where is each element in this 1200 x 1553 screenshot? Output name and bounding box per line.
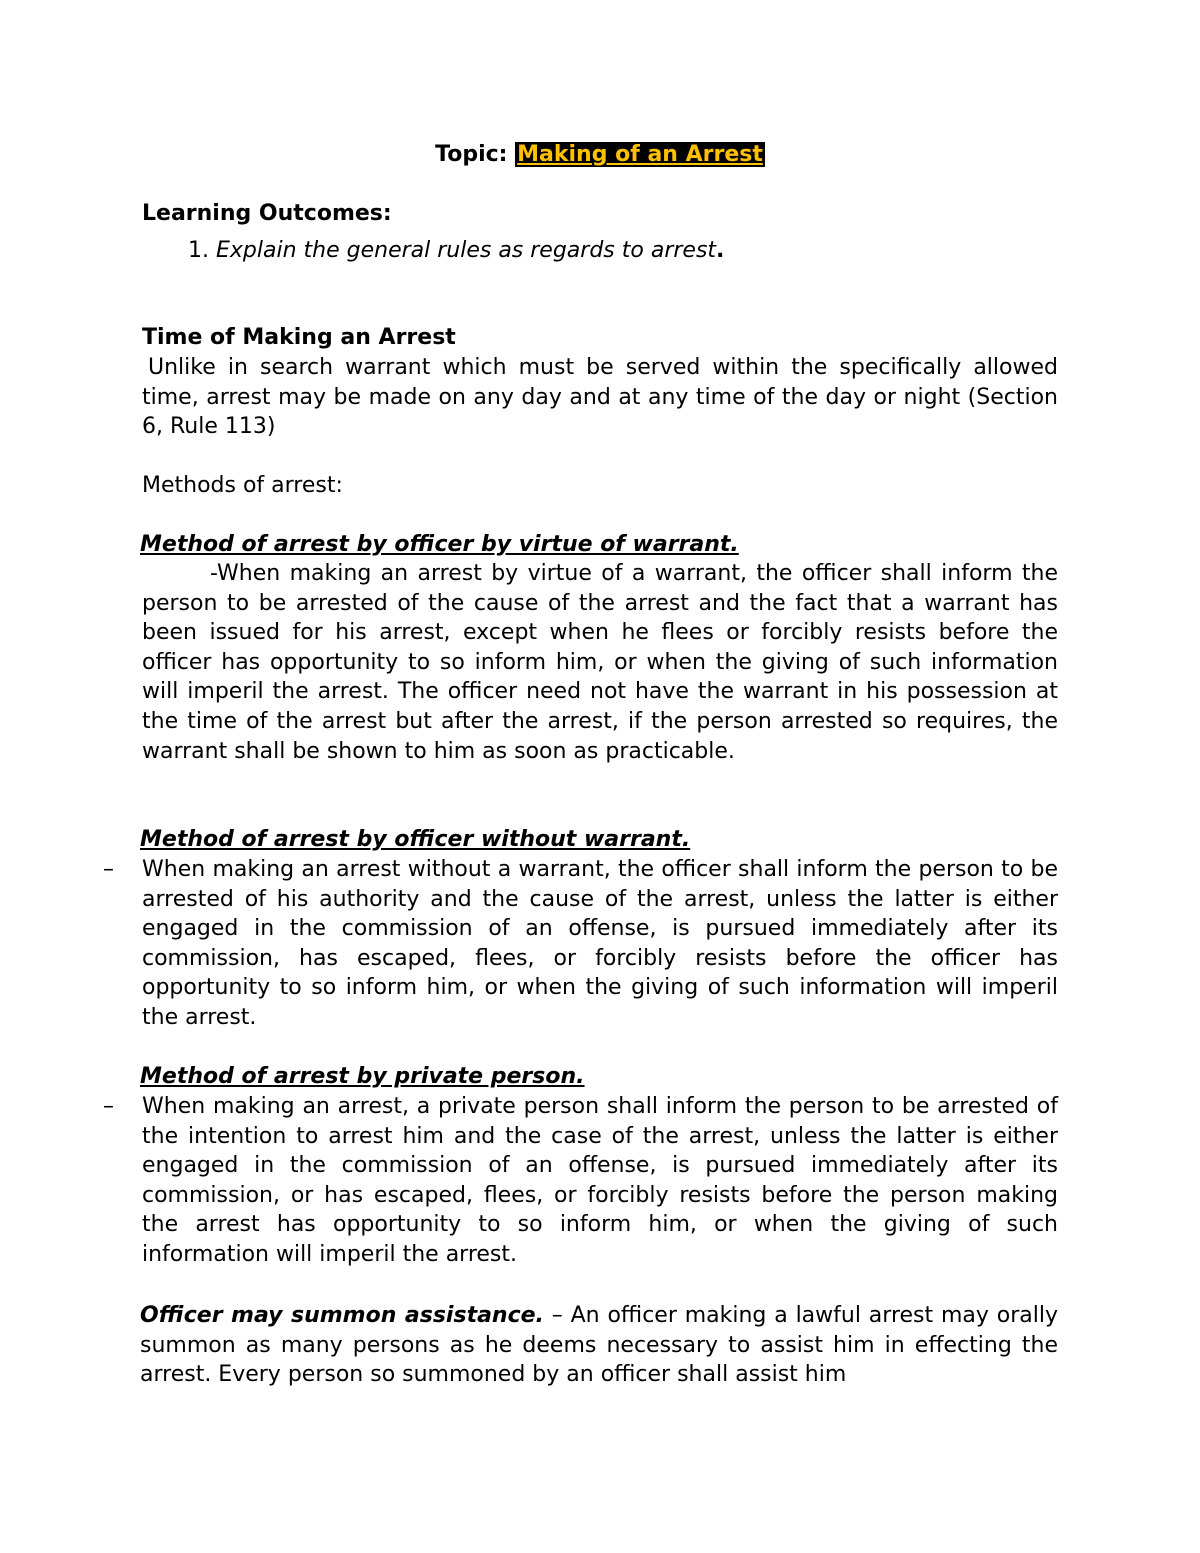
- dash-bullet: –: [103, 1094, 114, 1119]
- time-section-heading: Time of Making an Arrest: [142, 325, 456, 350]
- topic-label: Topic:: [435, 142, 508, 167]
- summon-assistance-separator: –: [543, 1303, 571, 1328]
- topic-title: Making of an Arrest: [517, 142, 763, 167]
- learning-outcome-text: Explain the general rules as regards to arrest: [216, 238, 717, 263]
- summon-assistance-heading: Officer may summon assistance.: [140, 1303, 544, 1328]
- learning-outcome-number: 1.: [188, 238, 209, 263]
- summon-assistance-body: An officer making a lawful arrest may orally summon as many persons as he deems necessary to assist him in effecting the arrest. Every person so summoned by an officer shall assist him: [140, 1303, 1058, 1388]
- methods-intro: Methods of arrest:: [142, 473, 343, 498]
- method-private-heading: Method of arrest by private person.: [140, 1064, 585, 1089]
- summon-assistance-paragraph: [140, 1301, 1058, 1390]
- learning-outcomes-heading: Learning Outcomes:: [142, 201, 392, 226]
- dash-bullet: –: [103, 857, 114, 882]
- method-without-warrant-heading: Method of arrest by officer without warrant.: [140, 827, 691, 852]
- method-warrant-body: -When making an arrest by virtue of a warrant, the officer shall inform the person to be arrested of the cause of the arrest and the fact that a warrant has been issued for his arrest, except when he flees or forcibly resists before the officer has opportunity to so inform him, or when the giving of such information will imperil the arrest. The officer need not have the warrant in his possession at the time of the arrest but after the arrest, if the person arrested so requires, the warrant shall be shown to him as soon as practicable.: [142, 561, 1058, 764]
- learning-outcome-end: .: [716, 238, 725, 263]
- method-warrant-heading: Method of arrest by officer by virtue of warrant.: [140, 532, 739, 557]
- time-section-body: Unlike in search warrant which must be served within the specifically allowed time, arrest may be made on any day and at any time of the day or night (Section 6, Rule 113): [142, 355, 1058, 440]
- method-private-body: When making an arrest, a private person shall inform the person to be arrested of the intention to arrest him and the case of the arrest, unless the latter is either engaged in the commission of an offense, is pursued immediately after its commission, or has escaped, flees, or forcibly resists before the person making the arrest has opportunity to so inform him, or when the giving of such information will imperil the arrest.: [142, 1094, 1058, 1267]
- learning-outcome-item: [188, 236, 1058, 266]
- method-without-warrant-body: When making an arrest without a warrant, the officer shall inform the person to be arrested of his authority and the cause of the arrest, unless the latter is either engaged in the commission of an offense, is pursued immediately after its commission, has escaped, flees, or forcibly resists before the officer has opportunity to so inform him, or when the giving of such information will imperil the arrest.: [142, 857, 1058, 1030]
- topic-line: [0, 140, 1200, 170]
